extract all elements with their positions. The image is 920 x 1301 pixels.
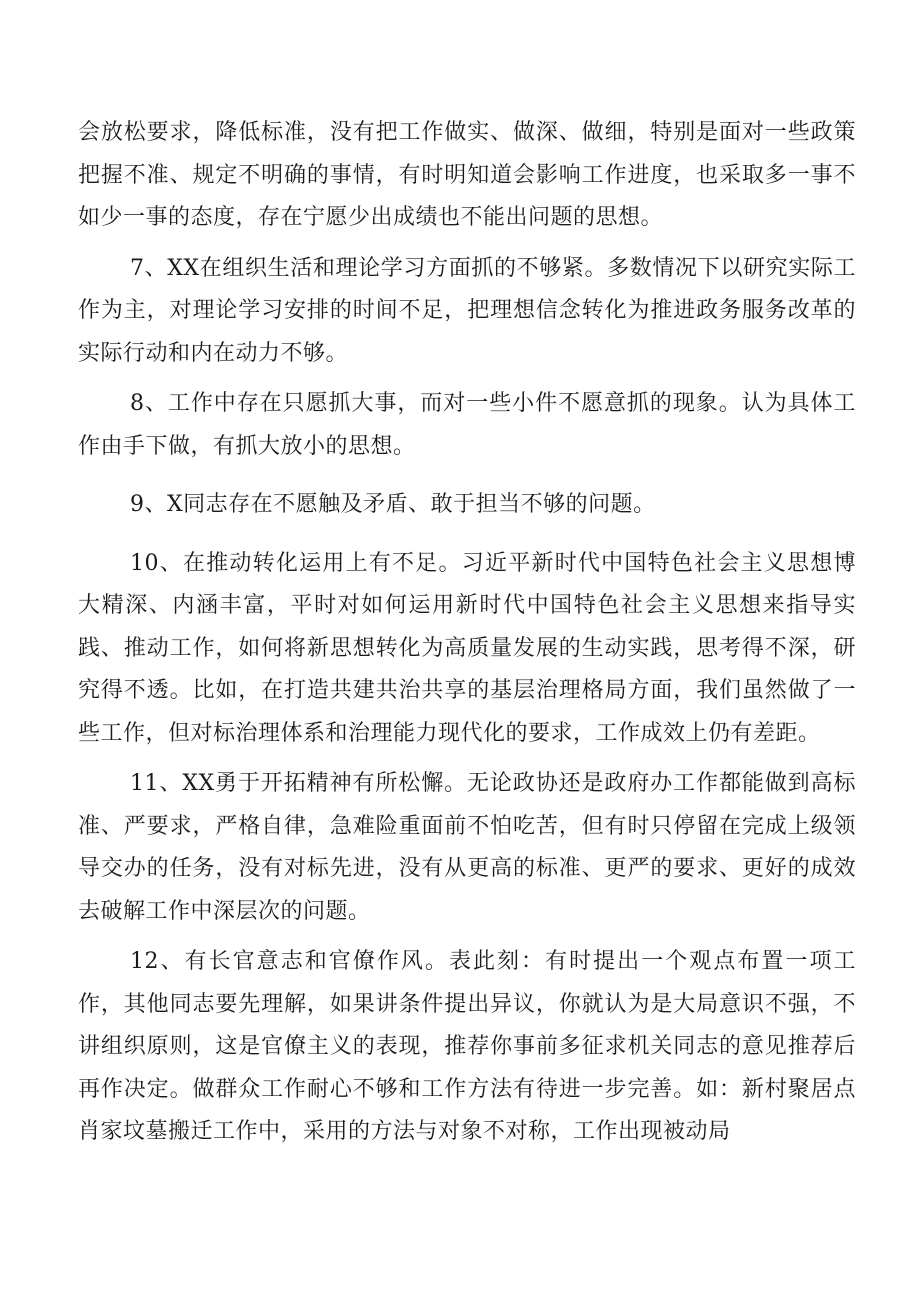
document-page (78, 112, 856, 1154)
paragraph-item-8: 8、工作中存在只愿抓大事，而对一些小件不愿意抓的现象。认为具体工作由手下做，有抓大放小的思想。 (78, 391, 856, 459)
paragraph-item-7: 7、XX在组织生活和理论学习方面抓的不够紧。多数情况下以研究实际工作为主，对理论学习安排的时间不足，把理想信念转化为推进政务服务改革的实际行动和内在动力不够。 (78, 255, 856, 366)
paragraph-continuation: 会放松要求，降低标准，没有把工作做实、做深、做细，特别是面对一些政策把握不准、规定不明确的事情，有时明知道会影响工作进度，也采取多一事不如少一事的态度，存在宁愿少出成绩也不能出问题的思想。 (78, 120, 856, 230)
paragraph-item-12: 12、有长官意志和官僚作风。表此刻：有时提出一个观点布置一项工作，其他同志要先理解，如果讲条件提出异议，你就认为是大局意识不强，不讲组织原则，这是官僚主义的表现，推荐你事前多征求机关同志的意见推荐后再作决定。做群众工作耐心不够和工作方法有待进一步完善。如：新村聚居点肖家坟墓搬迁工作中，采用的方法与对象不对称，工作出现被动局 (78, 949, 856, 1144)
paragraph-item-10: 10、在推动转化运用上有不足。习近平新时代中国特色社会主义思想博大精深、内涵丰富，平时对如何运用新时代中国特色社会主义思想来指导实践、推动工作，如何将新思想转化为高质量发展的生动实践，思考得不深，研究得不透。比如，在打造共建共治共享的基层治理格局方面，我们虽然做了一些工作，但对标治理体系和治理能力现代化的要求，工作成效上仍有差距。 (78, 550, 856, 746)
paragraph-item-9: 9、X同志存在不愿触及矛盾、敢于担当不够的问题。 (130, 492, 656, 517)
paragraph-item-11: 11、XX勇于开拓精神有所松懈。无论政协还是政府办工作都能做到高标准、严要求，严格自律，急难险重面前不怕吃苦，但有时只停留在完成上级领导交办的任务，没有对标先进，没有从更高的标准、更严的要求、更好的成效去破解工作中深层次的问题。 (78, 771, 856, 924)
